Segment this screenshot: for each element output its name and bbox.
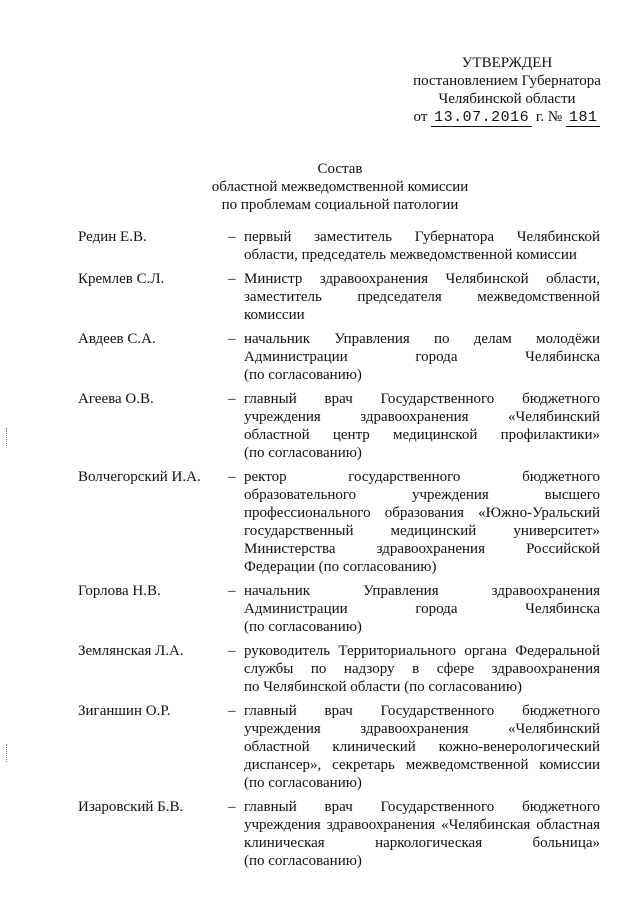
member-position-line: государственный медицинский университет» (244, 523, 600, 539)
member-position-line: (по согласованию) (244, 367, 362, 383)
member-position (244, 468, 600, 576)
member-position (244, 642, 600, 696)
member-dash: – (228, 703, 236, 719)
member-dash: – (228, 583, 236, 599)
date-value: 13.07.2016 (431, 109, 532, 127)
member-position (244, 798, 600, 870)
member-position-line: заместитель председателя межведомственной (244, 289, 600, 305)
document-number: 181 (566, 109, 601, 127)
margin-mark (6, 744, 9, 762)
member-dash: – (228, 799, 236, 815)
member-row (78, 582, 600, 636)
document-title (150, 160, 530, 214)
margin-mark (6, 428, 9, 446)
member-row (78, 798, 600, 870)
member-name: Авдеев С.А. (78, 331, 156, 347)
member-position-line: Администрации города Челябинска (244, 349, 600, 365)
member-position-line: Федерации (по согласованию) (244, 559, 437, 575)
member-position-line: первый заместитель Губернатора Челябинской (244, 229, 600, 245)
approval-region: Челябинской области (438, 91, 576, 107)
member-row (78, 468, 600, 576)
member-name: Редин Е.В. (78, 229, 147, 245)
member-position (244, 228, 600, 264)
member-position (244, 582, 600, 636)
member-name: Кремлев С.Л. (78, 271, 165, 287)
member-position-line: (по согласованию) (244, 445, 362, 461)
member-position-line: областной центр медицинской профилактики» (244, 427, 600, 443)
date-suffix: г. № (535, 109, 563, 125)
member-dash: – (228, 643, 236, 659)
member-name: Горлова Н.В. (78, 583, 161, 599)
member-position-line: главный врач Государственного бюджетного (244, 703, 600, 719)
member-name: Агеева О.В. (78, 391, 154, 407)
member-position (244, 390, 600, 462)
member-position (244, 270, 600, 324)
title-line-3: по проблемам социальной патологии (221, 197, 459, 213)
member-position-line: по Челябинской области (по согласованию) (244, 679, 523, 695)
member-position-line: начальник Управления здравоохранения (244, 583, 600, 599)
member-name: Волчегорский И.А. (78, 469, 201, 485)
member-dash: – (228, 229, 236, 245)
member-position-line: (по согласованию) (244, 775, 362, 791)
member-position-line: образовательного учреждения высшего (244, 487, 600, 503)
member-row (78, 330, 600, 384)
member-position-line: Министр здравоохранения Челябинской области, (244, 271, 600, 287)
member-position-line: главный врач Государственного бюджетного (244, 391, 600, 407)
member-position-line: Администрации города Челябинска (244, 601, 600, 617)
member-dash: – (228, 331, 236, 347)
member-position-line: областной клинический кожно-венерологический (244, 739, 600, 755)
member-row (78, 270, 600, 324)
member-position-line: диспансер», секретарь межведомственной комиссии (244, 757, 600, 773)
member-position-line: клиническая наркологическая больница» (244, 835, 600, 851)
member-dash: – (228, 469, 236, 485)
member-row (78, 702, 600, 792)
member-position-line: руководитель Территориального органа Федеральной (244, 643, 600, 659)
member-row (78, 390, 600, 462)
member-name: Землянская Л.А. (78, 643, 184, 659)
member-dash: – (228, 271, 236, 287)
member-position-line: главный врач Государственного бюджетного (244, 799, 600, 815)
member-dash: – (228, 391, 236, 407)
member-row (78, 228, 600, 264)
member-position-line: профессионального образования «Южно-Уральский (244, 505, 600, 521)
member-position-line: службы по надзору в сфере здравоохранения (244, 661, 600, 677)
members-list (78, 228, 600, 876)
member-row (78, 642, 600, 696)
member-position-line: комиссии (244, 307, 305, 323)
member-position-line: ректор государственного бюджетного (244, 469, 600, 485)
member-position (244, 702, 600, 792)
member-position-line: учреждения здравоохранения «Челябинский (244, 721, 600, 737)
member-position-line: (по согласованию) (244, 853, 362, 869)
title-line-2: областной межведомственной комиссии (211, 179, 469, 195)
approval-stamp (392, 54, 622, 127)
approval-heading: УТВЕРЖДЕН (461, 55, 553, 71)
member-name: Зиганшин О.Р. (78, 703, 171, 719)
approval-basis: постановлением Губернатора (413, 73, 601, 89)
member-position (244, 330, 600, 384)
member-position-line: учреждения здравоохранения «Челябинская областная (244, 817, 600, 833)
member-position-line: Министерства здравоохранения Российской (244, 541, 600, 557)
member-name: Изаровский Б.В. (78, 799, 184, 815)
member-position-line: области, председатель межведомственной комиссии (244, 247, 577, 263)
member-position-line: (по согласованию) (244, 619, 362, 635)
date-prefix: от (413, 109, 428, 125)
member-position-line: начальник Управления по делам молодёжи (244, 331, 600, 347)
member-position-line: учреждения здравоохранения «Челябинский (244, 409, 600, 425)
approval-date-line (392, 108, 622, 127)
title-line-1: Состав (317, 161, 363, 177)
